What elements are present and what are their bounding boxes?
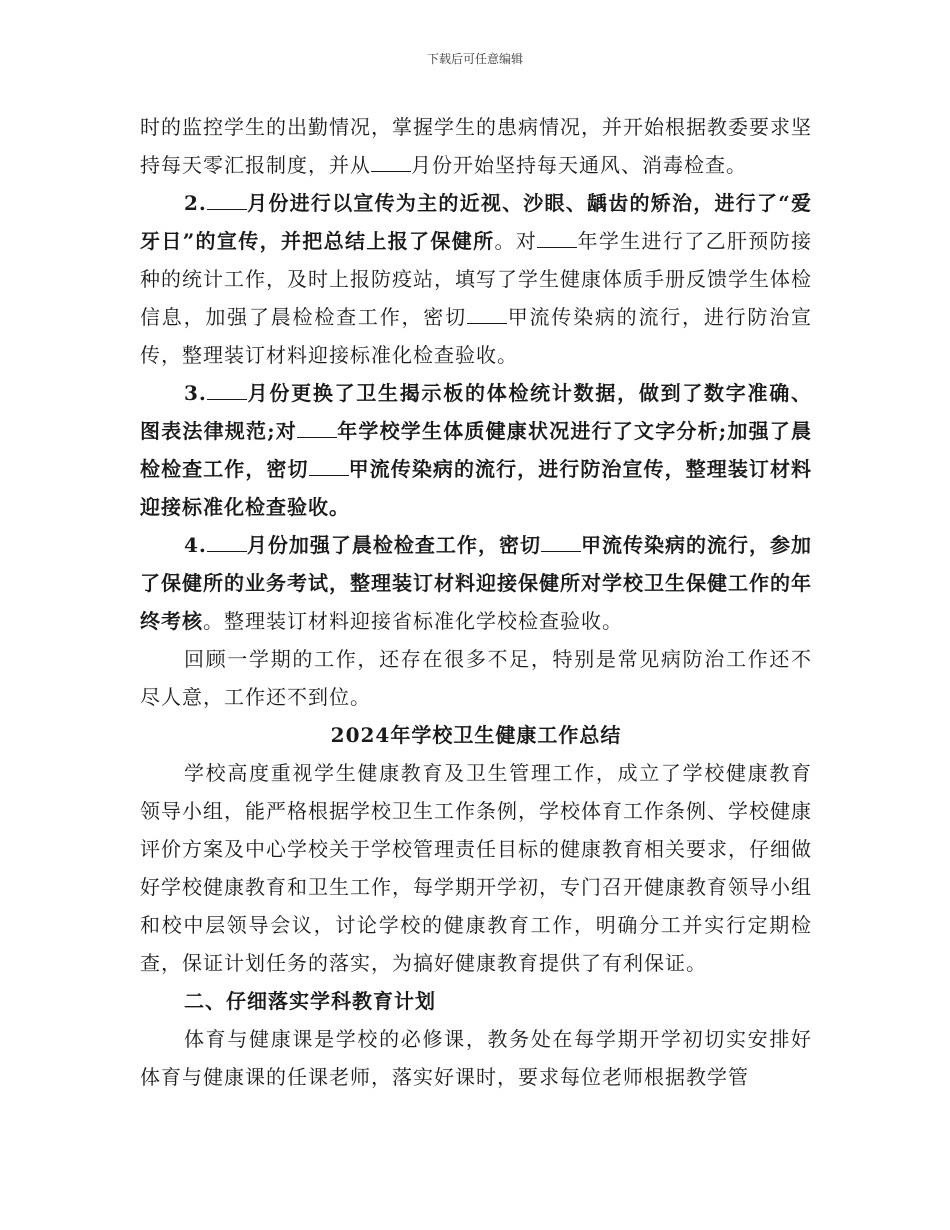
paragraph-2-text-c: 年学生进行了乙肝预防接种的统计工作，及时上报防疫站，填写了学生健康体质手册反馈学生体检信息，加强了晨检检查工作，密切: [140, 229, 813, 329]
paragraph-2-bold-text: 月份进行以宣传为主的近视、沙眼、龋齿的矫治，进行了“爱牙日”的宣传，并把总结上报了保健所: [140, 191, 812, 253]
paragraph-2-text-d: 甲流传染病的流行，进行防治宣传，整理装订材料迎接标准化检查验收。: [140, 305, 813, 367]
paragraph-1: [140, 108, 812, 184]
paragraph-5: 回顾一学期的工作，还存在很多不足，特别是常见病防治工作还不尽人意，工作还不到位。: [140, 647, 812, 709]
item-number: 2.: [184, 191, 207, 215]
paragraph-3-text-b: 年学校学生体质健康状况进行了文字分析;加强了晨检检查工作，密切: [140, 419, 812, 481]
paragraph-2: [140, 184, 812, 374]
blank-line: [467, 305, 507, 324]
blank-line: [309, 457, 349, 476]
paragraph-4-text-a: 月份加强了晨检检查工作，密切: [246, 533, 541, 557]
paragraph-6: 学校高度重视学生健康教育及卫生管理工作，成立了学校健康教育领导小组，能严格根据学校卫生工作条例，学校体育工作条例、学校健康评价方案及中心学校关于学校管理责任目标的健康教育相关要求，仔细做好学校健康教育和卫生工作，每学期开学初，专门召开健康教育领导小组和校中层领导会议，讨论学校的健康教育工作，明确分工并实行定期检查，保证计划任务的落实，为搞好健康教育提供了有利保证。: [140, 761, 812, 975]
page-header: 下载后可任意编辑: [426, 52, 523, 66]
document-body: [140, 108, 812, 1096]
paragraph-3: [140, 374, 812, 526]
paragraph-4: [140, 526, 812, 640]
paragraph-2-text-b: 。对: [494, 229, 538, 253]
paragraph-1-text-b: 月份开始坚持每天通风、消毒检查。: [411, 153, 747, 177]
paragraph-4-text-b: 甲流传染病的流行，参加了保健所的业务考试，整理装订材料迎接保健所对学校卫生保健工作的年终考核: [140, 533, 813, 633]
section-heading: 二、仔细落实学科教育计划: [184, 989, 436, 1013]
item-number: 4.: [184, 533, 207, 557]
blank-line: [297, 419, 337, 438]
paragraph-7: 体育与健康课是学校的必修课，教务处在每学期开学初切实安排好体育与健康课的任课老师，落实好课时，要求每位老师根据教学管: [140, 1027, 812, 1089]
item-number: 3.: [184, 381, 207, 405]
paragraph-3-text-c: 甲流传染病的流行，进行防治宣传，整理装订材料迎接标准化检查验收。: [140, 457, 813, 519]
paragraph-4-text-c: 。整理装订材料迎接省标准化学校检查验收。: [203, 609, 623, 633]
blank-line: [541, 533, 581, 552]
paragraph-1-text-a: 时的监控学生的出勤情况，掌握学生的患病情况，并开始根据教委要求坚持每天零汇报制度，并从: [140, 115, 812, 177]
document-title: 2024年学校卫生健康工作总结: [330, 723, 622, 747]
blank-line: [207, 533, 247, 552]
blank-line: [207, 191, 247, 210]
blank-line: [207, 381, 247, 400]
paragraph-3-text-a: 月份更换了卫生揭示板的体检统计数据，做到了数字准确、图表法律规范;对: [140, 381, 812, 443]
blank-line: [537, 229, 577, 248]
blank-line: [371, 153, 411, 172]
